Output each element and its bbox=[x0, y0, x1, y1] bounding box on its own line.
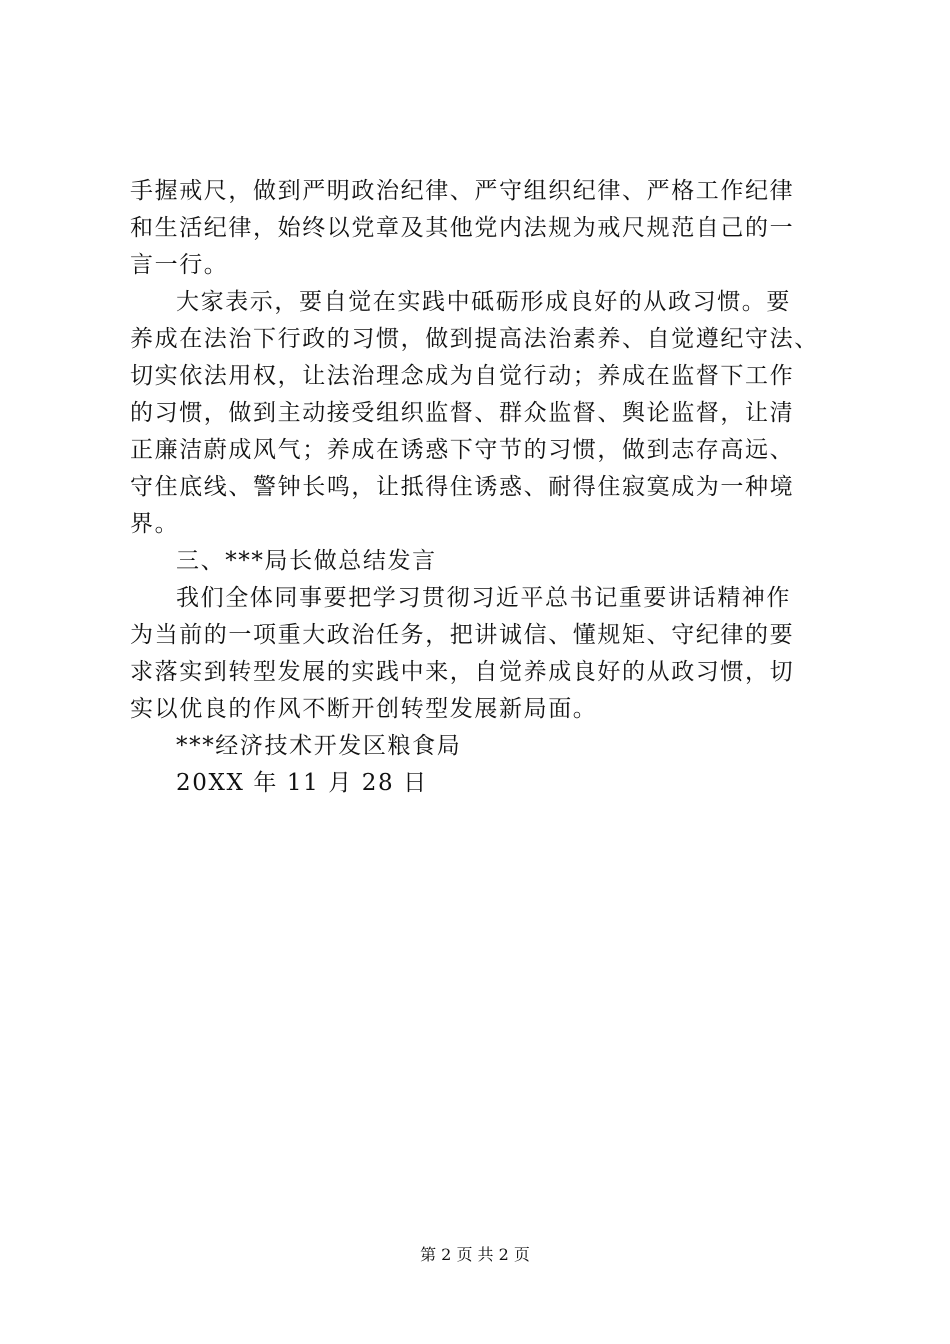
text-line: 求落实到转型发展的实践中来，自觉养成良好的从政习惯，切 bbox=[130, 659, 795, 685]
page-number-footer: 第 2 页 共 2 页 bbox=[420, 1245, 530, 1264]
text-line: 正廉洁蔚成风气；养成在诱惑下守节的习惯，做到志存高远、 bbox=[130, 437, 795, 463]
text-line: 切实依法用权，让法治理念成为自觉行动；养成在监督下工作 bbox=[130, 363, 795, 389]
text-line: 实以优良的作风不断开创转型发展新局面。 bbox=[130, 696, 598, 722]
text-line: 界。 bbox=[130, 511, 180, 537]
text-line: 和生活纪律，始终以党章及其他党内法规为戒尺规范自己的一 bbox=[130, 215, 795, 241]
section-heading: 三、***局长做总结发言 bbox=[176, 548, 437, 574]
text-line: 言一行。 bbox=[130, 252, 229, 278]
signature-organization: ***经济技术开发区粮食局 bbox=[176, 733, 462, 759]
document-body bbox=[130, 173, 830, 802]
text-line: 的习惯，做到主动接受组织监督、群众监督、舆论监督，让清 bbox=[130, 400, 795, 426]
text-line: 手握戒尺，做到严明政治纪律、严守组织纪律、严格工作纪律 bbox=[130, 178, 795, 204]
text-line: 养成在法治下行政的习惯，做到提高法治素养、自觉遵纪守法、 bbox=[130, 326, 819, 352]
text-line: 为当前的一项重大政治任务，把讲诚信、懂规矩、守纪律的要 bbox=[130, 622, 795, 648]
paragraph-start-line: 大家表示，要自觉在实践中砥砺形成良好的从政习惯。要 bbox=[176, 289, 791, 315]
paragraph-start-line: 我们全体同事要把学习贯彻习近平总书记重要讲话精神作 bbox=[176, 585, 791, 611]
text-line: 守住底线、警钟长鸣，让抵得住诱惑、耐得住寂寞成为一种境 bbox=[130, 474, 795, 500]
signature-date: 20XX 年 11 月 28 日 bbox=[176, 770, 428, 796]
